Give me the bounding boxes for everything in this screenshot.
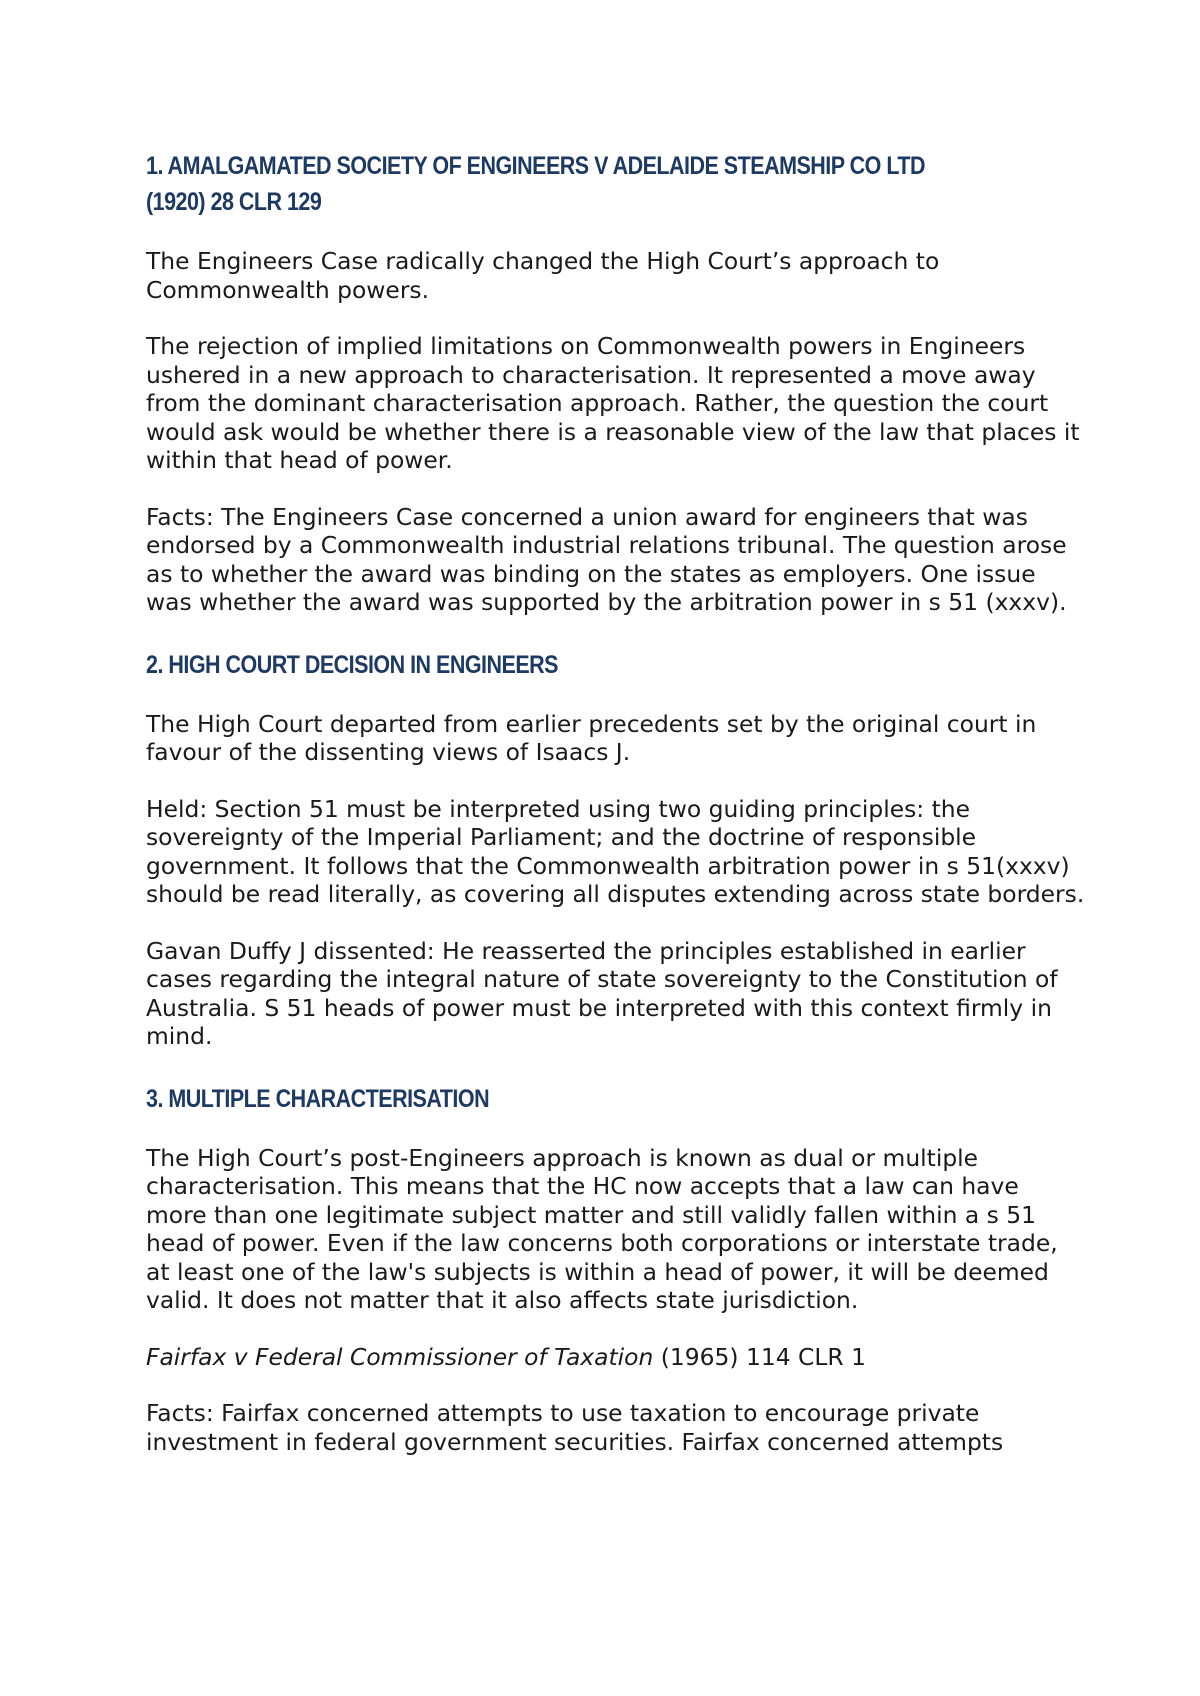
section-1-paragraph-3: Facts: The Engineers Case concerned a union award for engineers that was endorsed by a Commonwealth industrial relations tribunal. The question arose as to whether the award was binding on the states as employers. One issue was whether the award was supported by the arbitration power in s 51 (xxxv). [146,502,1067,616]
section-3-facts: Facts: Fairfax concerned attempts to use taxation to encourage private investment in federal government securities. Fairfax concerned attempts [146,1399,1004,1456]
section-1-paragraph-2: The rejection of implied limitations on Commonwealth powers in Engineers ushered in a new approach to characterisation. It represented a move away from the dominant characterisation approach. Rather, the question the court would ask would be whether there is a reasonable view of the law that places it within that head of power. [146,332,1080,474]
section-2-paragraph-3: Gavan Duffy J dissented: He reasserted the principles established in earlier cases regarding the integral nature of state sovereignty to the Constitution of Australia. S 51 heads of power must be interpreted with this context firmly in mind. [146,936,1058,1050]
case-reference: (1965) 114 CLR 1 [660,1342,866,1371]
section-2-paragraph-1: The High Court departed from earlier precedents set by the original court in favour of the dissenting views of Isaacs J. [146,709,1037,766]
document-page [146,148,1086,1456]
section-1-heading: 1. AMALGAMATED SOCIETY OF ENGINEERS V ADELAIDE STEAMSHIP CO LTD (1920) 28 CLR 129 [146,152,925,216]
section-1-paragraph-1: The Engineers Case radically changed the High Court’s approach to Commonwealth powers. [146,247,940,304]
section-2-heading: 2. HIGH COURT DECISION IN ENGINEERS [146,650,558,679]
section-3-paragraph-1: The High Court’s post-Engineers approach is known as dual or multiple characterisation. This means that the HC now accepts that a law can have more than one legitimate subject matter and still validly fallen within a s 51 head of power. Even if the law concerns both corporations or interstate trade, at least one of the law's subjects is within a head of power, it will be deemed valid. It does not matter that it also affects state jurisdiction. [146,1143,1058,1314]
case-name: Fairfax v Federal Commissioner of Taxation [146,1342,654,1371]
section-2-paragraph-2: Held: Section 51 must be interpreted using two guiding principles: the sovereignty of the Imperial Parliament; and the doctrine of responsible government. It follows that the Commonwealth arbitration power in s 51(xxxv) should be read literally, as covering all disputes extending across state borders. [146,794,1085,908]
case-citation [146,1343,1086,1372]
section-3-heading: 3. MULTIPLE CHARACTERISATION [146,1084,490,1113]
